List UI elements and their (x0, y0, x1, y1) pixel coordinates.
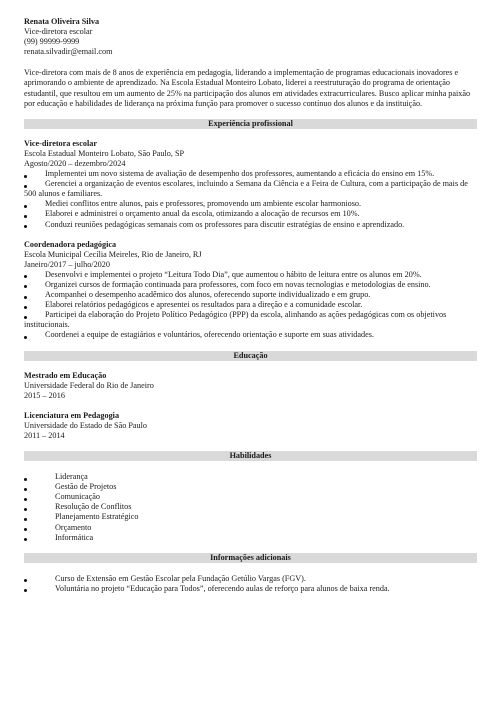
job-period: Janeiro/2017 – julho/2020 (24, 259, 110, 269)
degree-title: Licenciatura em Pedagogia (24, 410, 120, 420)
job-title: Coordenadora pedagógica (24, 239, 117, 249)
education-period: 2011 – 2014 (24, 431, 65, 440)
candidate-phone: (99) 99999-9999 (24, 37, 80, 47)
list-item: Organizei cursos de formação continuada para professores, com foco em novas tecnologias e metodologias de ensino. (24, 280, 477, 290)
additional-item: Voluntária no projeto “Educação para Todos”, oferecendo aulas de reforço para alunos de baixa renda. (24, 584, 477, 594)
job-period: Agosto/2020 – dezembro/2024 (24, 158, 126, 168)
education-entry (24, 411, 477, 441)
candidate-role: Vice-diretora escolar (24, 27, 93, 37)
job-entry (24, 139, 477, 230)
list-item: Conduzi reuniões pedagógicas semanais com os professores para discutir estratégias de ensino e aprendizado. (24, 220, 477, 230)
list-item: Desenvolvi e implementei o projeto “Leitura Todo Dia”, que aumentou o hábito de leitura entre os alunos em 20%. (24, 270, 477, 280)
degree-title: Mestrado em Educação (24, 370, 107, 380)
job-entry (24, 240, 477, 341)
education-period: 2015 – 2016 (24, 390, 65, 400)
list-item: Mediei conflitos entre alunos, pais e professores, promovendo um ambiente escolar harmonioso. (24, 199, 477, 209)
additional-item: Curso de Extensão em Gestão Escolar pela Fundação Getúlio Vargas (FGV). (24, 574, 477, 584)
additional-info-list (24, 574, 477, 594)
skills-list (24, 472, 477, 543)
skill-item: Informática (24, 533, 477, 543)
professional-summary: Vice-diretora com mais de 8 anos de experiência em pedagogia, liderando a implementação de programas educacionais inovadores e aprimorando o ambiente de aprendizado. Na Escola Estadual Monteiro Lobato, liderei a reestruturação do programa de orientação estudantil, que resultou em um aumento de 25% na participação dos alunos em atividades extracurriculares. Busco aplicar minha paixão por educação e habilidades de liderança na próxima função para promover o sucesso contínuo dos alunos e da instituição. (24, 68, 471, 108)
education-heading: Educação (24, 351, 477, 361)
skill-item: Resolução de Conflitos (24, 502, 477, 512)
job-bullets (24, 169, 477, 230)
additional-info-heading: Informações adicionais (24, 553, 477, 563)
list-item: Gerenciei a organização de eventos escolares, incluindo a Semana da Ciência e a Feira de Cultura, com a participação de mais de 500 alunos e familiares. (24, 179, 477, 199)
school-name: Universidade Federal do Rio de Janeiro (24, 380, 154, 390)
experience-heading: Experiência profissional (24, 119, 477, 129)
skill-item: Gestão de Projetos (24, 482, 477, 492)
resume-page (24, 17, 477, 594)
contact-header (24, 17, 477, 57)
list-item: Elaborei relatórios pedagógicos e apresentei os resultados para a direção e a comunidade escolar. (24, 300, 477, 310)
list-item: Coordenei a equipe de estagiários e voluntários, oferecendo orientação e suporte em suas atividades. (24, 330, 477, 340)
job-title: Vice-diretora escolar (24, 138, 97, 148)
list-item: Acompanhei o desempenho acadêmico dos alunos, oferecendo suporte individualizado e em grupo. (24, 290, 477, 300)
school-name: Universidade do Estado de São Paulo (24, 420, 148, 430)
candidate-name: Renata Oliveira Silva (24, 17, 100, 26)
list-item: Elaborei e administrei o orçamento anual da escola, otimizando a alocação de recursos em 10%. (24, 209, 477, 219)
job-place: Escola Municipal Cecília Meireles, Rio de Janeiro, RJ (24, 249, 202, 259)
candidate-email: renata.silvadir@email.com (24, 47, 113, 57)
skill-item: Planejamento Estratégico (24, 512, 477, 522)
skills-heading: Habilidades (24, 451, 477, 461)
education-entry (24, 371, 477, 401)
job-place: Escola Estadual Monteiro Lobato, São Paulo, SP (24, 148, 185, 158)
skill-item: Liderança (24, 472, 477, 482)
list-item: Implementei um novo sistema de avaliação de desempenho dos professores, aumentando a eficácia do ensino em 15%. (24, 169, 477, 179)
skill-item: Comunicação (24, 492, 477, 502)
job-bullets (24, 270, 477, 341)
skill-item: Orçamento (24, 523, 477, 533)
list-item: Participei da elaboração do Projeto Político Pedagógico (PPP) da escola, alinhando as ações pedagógicas com os objetivos institucionais. (24, 310, 477, 330)
